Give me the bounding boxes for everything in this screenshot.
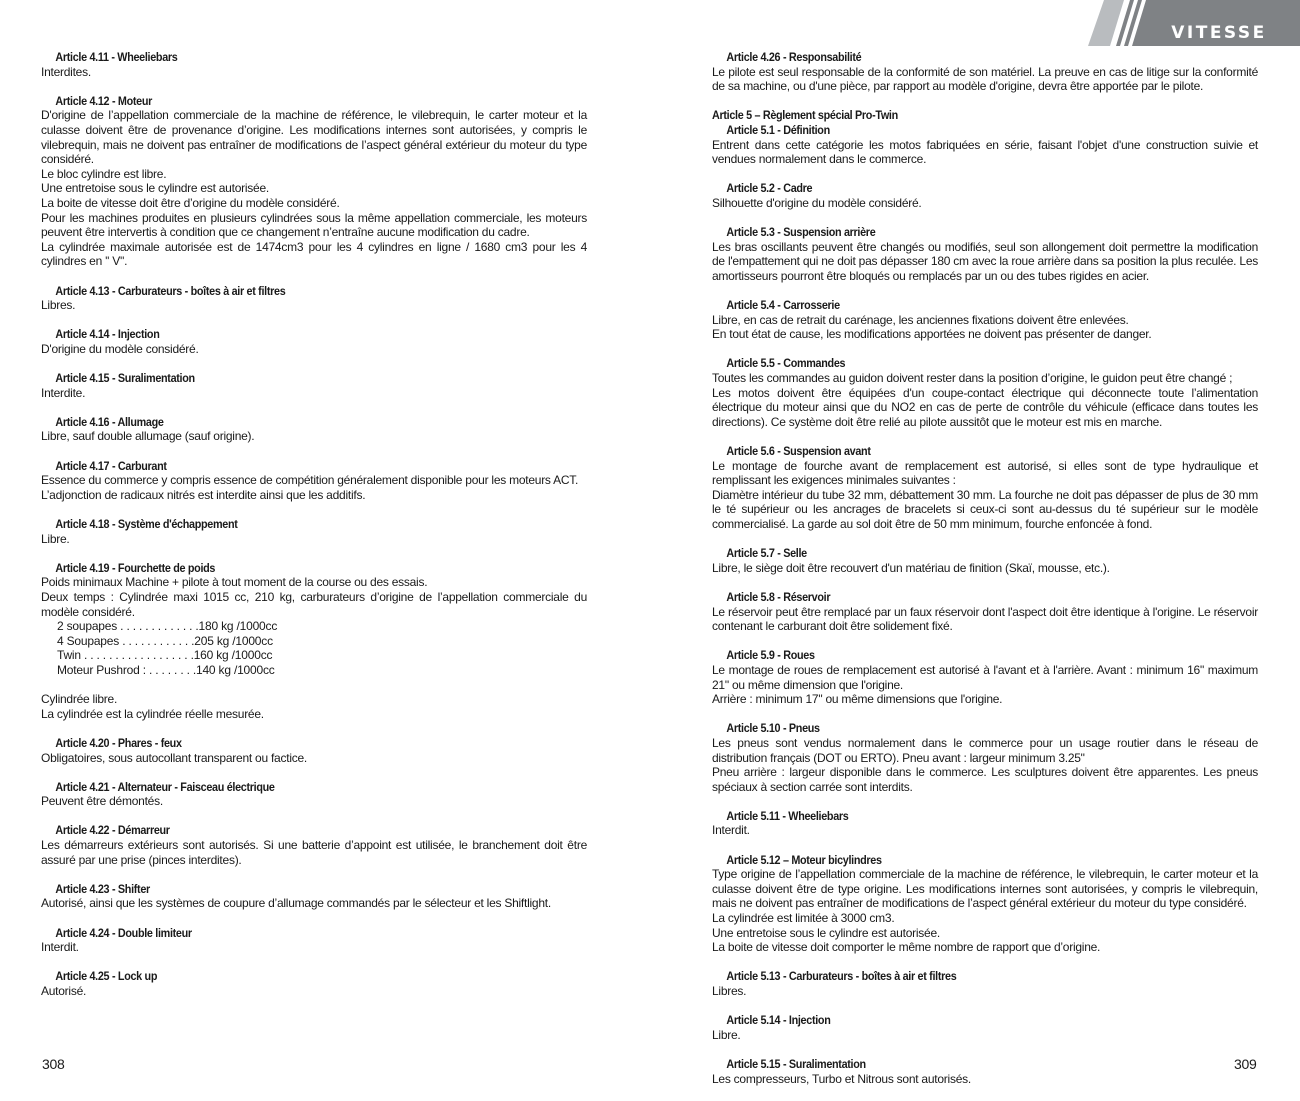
left-articles-after [41,736,587,999]
article-text: Essence du commerce y compris essence de compétition généralement disponible pour les moteurs ACT. [41,473,579,488]
article-text: Interdites. [41,64,91,79]
article-title: Article 4.11 - Wheeliebars [55,50,178,64]
article-title: Article 4.16 - Allumage [55,414,164,429]
article-text: Une entretoise sous le cylindre est autorisée. [41,181,269,196]
article-text: Le montage de roues de remplacement est autorisé à l'avant et à l'arrière. Avant : minimum 16" maximum 21" ou même dimension que l'origine. [712,662,1258,692]
weight-item: 4 Soupapes . . . . . . . . . . . .205 kg /1000cc [57,633,273,648]
article-text: Interdite. [41,385,86,400]
article-title: Article 5.11 - Wheeliebars [726,808,849,823]
article-title: Article 4.13 - Carburateurs - boîtes à air et filtres [55,283,286,298]
article-title: Article 4.24 - Double limiteur [55,925,192,940]
article-text: La cylindrée maximale autorisée est de 1474cm3 pour les 4 cylindres en ligne / 1680 cm3 pour les 4 cylindres en '' V''. [41,239,587,269]
article-text: D'origine du modèle considéré. [41,341,199,356]
article [712,1057,1258,1086]
article-title: Article 5.13 - Carburateurs - boîtes à air et filtres [726,969,957,984]
article [41,780,587,809]
article-text: Le réservoir peut être remplacé par un faux réservoir dont l'aspect doit être identique à l'origine. Le réservoir contenant le carburant doit être solidement fixé. [712,604,1258,634]
article-text: Interdit. [41,940,79,955]
article [41,415,587,444]
article-title: Article 4.12 - Moteur [55,93,153,108]
article-title: Article 4.15 - Suralimentation [55,371,195,386]
article-text: L’adjonction de radicaux nitrés est interdite ainsi que les additifs. [41,487,366,502]
article [41,371,587,400]
article [41,736,587,765]
right-page [712,50,1258,1101]
article [712,648,1258,706]
article-title: Article 5.8 - Réservoir [726,589,831,604]
article-text: Les motos doivent être équipées d'un coupe-contact électrique qui déconnecte toute l’alimentation électrique du moteur ainsi que du NO2 en cas de perte de contrôle du véhicule (efficace dans toutes les directions). Ce système doit être relié au pilote aussitôt que le moteur est mis en marche. [712,385,1258,429]
right-articles [712,50,1258,94]
article-title: Article 5.10 - Pneus [726,721,820,736]
weight-item: 2 soupapes . . . . . . . . . . . . .180 kg /1000cc [57,619,278,634]
article-text: Silhouette d'origine du modèle considéré. [712,195,922,210]
article [41,284,587,313]
article [712,356,1258,429]
article [712,853,1258,955]
article-text: Les bras oscillants peuvent être changés ou modifiés, seul son allongement doit permettre la modification de l'empattement qui ne doit pas dépasser 180 cm avec la roue arrière dans sa position la plus reculée. Les amortisseurs pourront être bloqués ou remplacés par un ou des tubes rigides en acier. [712,239,1258,283]
left-page [41,50,587,1013]
article-title: Article 4.26 - Responsabilité [726,50,862,64]
article-text: Une entretoise sous le cylindre est autorisée. [712,925,940,940]
article-text: Pour les machines produites en plusieurs cylindrées sous la même appellation commerciale, les moteurs peuvent être intervertis à condition que ce changement n’entraîne aucune modification du cadre. [41,210,587,240]
article-text: Poids minimaux Machine + pilote à tout moment de la course ou des essais. [41,575,428,590]
article [712,546,1258,575]
article-text: Entrent dans cette catégorie les motos fabriquées en série, faisant l'objet d'une construction suivie et vendues normalement dans le commerce. [712,137,1258,167]
page-number-right: 309 [1234,1056,1257,1072]
article-title: Article 5.7 - Selle [726,546,807,561]
section-title: VITESSE [1171,23,1267,43]
article [41,517,587,546]
article-text: Arrière : minimum 17" ou même dimensions que l'origine. [712,692,1003,707]
article-text: Autorisé. [41,984,87,998]
article [41,882,587,911]
weight-item: Moteur Pushrod : . . . . . . . .140 kg /1000cc [57,662,275,677]
article-title: Article 4.19 - Fourchette de poids [55,560,216,575]
article-title: Article 5.14 - Injection [726,1013,831,1028]
article [712,969,1258,998]
article-text: Toutes les commandes au guidon doivent rester dans la position d’origine, le guidon peut être changé ; [712,371,1233,386]
article-title: Article 4.21 - Alternateur - Faisceau électrique [55,779,275,794]
article [41,823,587,867]
article-title: Article 5.12 – Moteur bicylindres [726,852,882,867]
article-title: Article 5.5 - Commandes [726,356,846,371]
article-text: Interdit. [712,823,750,838]
article-text: Le pilote est seul responsable de la conformité de son matériel. La preuve en cas de litige sur la conformité de sa machine, ou d'une pièce, par rapport au modèle d'origine, devra être apportée par le pilote. [712,64,1258,94]
article-text: Libres. [41,298,76,313]
article [712,181,1258,210]
section-heading: Article 5 – Règlement spécial Pro-Twin [712,108,898,123]
article-title: Article 4.22 - Démarreur [55,823,170,838]
article-title: Article 5.9 - Roues [726,648,815,663]
article-text: Les compresseurs, Turbo et Nitrous sont autorisés. [712,1071,971,1086]
article-text: Peuvent être démontés. [41,794,163,809]
article-text: Les démarreurs extérieurs sont autorisés. Si une batterie d’appoint est utilisée, le branchement doit être assuré par une prise (pinces interdites). [41,838,587,867]
article-title: Article 4.25 - Lock up [55,969,158,984]
article-text: Deux temps : Cylindrée maxi 1015 cc, 210 kg, carburateurs d’origine de l’appellation commerciale du modèle considéré. [41,589,587,619]
article [41,50,587,79]
article-title: Article 5.4 - Carrosserie [726,298,840,313]
article-text: D'origine de l’appellation commerciale de la machine de référence, le vilebrequin, le carter moteur et la culasse doivent être de provenance d’origine. Les modifications internes sont autorisées, y compris le vilebrequin, mais ne doivent pas entraîner de modifications de l’aspect général extérieur du moteur du type considéré. [41,108,587,167]
article-weights [41,561,587,722]
article-text: Diamètre intérieur du tube 32 mm, débattement 30 mm. La fourche ne doit pas dépasser de plus de 30 mm le té supérieur ou les ancrages de bracelets si ceux-ci sont au-dessus du té supérieur sur le modèle commercialisé. La garde au sol doit être de 50 mm minimum, fourche enfoncée à fond. [712,487,1258,531]
article [712,721,1258,794]
article-text: Libre, en cas de retrait du carénage, les anciennes fixations doivent être enlevées. [712,312,1129,327]
article-text: Libres. [712,984,747,998]
article-text: Cylindrée libre. [41,692,118,707]
article [41,969,587,998]
article [712,809,1258,838]
article-title: Article 4.14 - Injection [55,327,160,342]
article-title: Article 5.15 - Suralimentation [726,1056,866,1071]
weight-list [41,619,587,677]
right-articles-after [712,181,1258,1086]
article-text: Libre. [712,1027,741,1042]
article-text: Libre, le siège doit être recouvert d'un matériau de finition (Skaï, mousse, etc.). [712,560,1110,575]
article-text: La cylindrée est limitée à 3000 cm3. [712,911,895,926]
article-title: Article 4.23 - Shifter [55,881,150,896]
article-title: Article 5.3 - Suspension arrière [726,225,876,240]
article-text: Le montage de fourche avant de remplacement est autorisé, si elles sont de type hydraulique et remplissant les exigences minimales suivantes : [712,458,1258,488]
article-title: Article 4.20 - Phares - feux [55,735,182,750]
page-number-left: 308 [42,1056,65,1072]
article-title: Article 5.6 - Suspension avant [726,444,871,459]
article-text: Le bloc cylindre est libre. [41,166,167,181]
left-articles [41,50,587,546]
article-title: Article 4.17 - Carburant [55,458,167,473]
article-text: Autorisé, ainsi que les systèmes de coupure d’allumage commandés par le sélecteur et les Shiftlight. [41,896,551,911]
article [712,1013,1258,1042]
article [712,444,1258,532]
article-text: Type origine de l’appellation commerciale de la machine de référence, le vilebrequin, le carter moteur et la culasse doivent être de type origine. Les modifications internes sont autorisées, y compris le vilebrequin, mais ne doivent pas entraîner de modifications de l’aspect général extérieur du moteur du type considéré. [712,867,1258,911]
article-text: Les pneus sont vendus normalement dans le commerce pour un usage routier dans le réseau de distribution français (DOT ou ERTO). Pneu avant : largeur minimum 3.25" [712,735,1258,765]
article-text: Libre, sauf double allumage (sauf origine). [41,429,255,444]
section-pro-twin [712,108,1258,166]
article-text: Obligatoires, sous autocollant transparent ou factice. [41,750,307,765]
article [712,225,1258,283]
article-text: Pneu arrière : largeur disponible dans le commerce. Les sculptures doivent être apparentes. Les pneus spéciaux à section carrée sont interdits. [712,765,1258,794]
article-title: Article 5.2 - Cadre [726,181,813,196]
article-text: Libre. [41,531,70,546]
article-title: Article 5.1 - Définition [726,122,830,137]
article-text: La boite de vitesse doit être d’origine du modèle considéré. [41,195,340,210]
article [41,926,587,955]
article-text: La boite de vitesse doit comporter le même nombre de rapport que d’origine. [712,940,1101,955]
article [41,94,587,269]
article [712,590,1258,634]
section-banner [1070,0,1300,46]
article-text: En tout état de cause, les modifications apportées ne doivent pas présenter de danger. [712,327,1152,342]
article-title: Article 4.18 - Système d'échappement [55,517,238,531]
article [712,50,1258,94]
article [712,298,1258,342]
weight-item: Twin . . . . . . . . . . . . . . . . . .160 kg /1000cc [57,648,273,663]
article [41,327,587,356]
article [41,459,587,503]
article-text: La cylindrée est la cylindrée réelle mesurée. [41,706,264,721]
